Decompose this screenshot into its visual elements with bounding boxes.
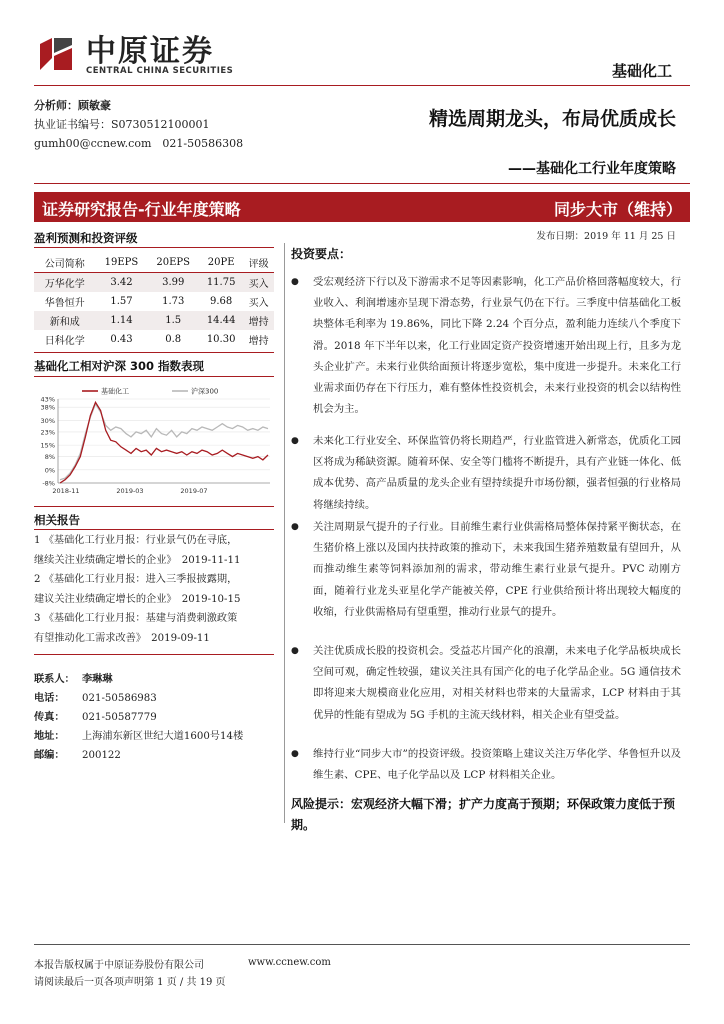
table-cell: 1.5	[147, 311, 199, 330]
contact-value: 李琳琳	[82, 674, 113, 685]
table-cell: 增持	[248, 335, 269, 347]
related-report-line[interactable]: 建议关注业绩确定增长的企业》 2019-10-15	[34, 593, 241, 605]
column-header: 19EPS	[96, 253, 148, 273]
related-reports	[34, 531, 280, 648]
contact-label: 传真：	[34, 712, 65, 723]
bullet-icon: ●	[291, 277, 299, 287]
table-bottom-divider	[34, 352, 274, 353]
table-cell: 1.14	[96, 311, 148, 330]
table-row	[34, 273, 274, 292]
bullet-icon: ●	[291, 749, 299, 759]
chart-divider	[34, 376, 274, 377]
table-row	[34, 330, 274, 349]
y-tick-label: 23%	[40, 428, 55, 437]
risk-warning: 风险提示：宏观经济大幅下滑；扩产力度高于预期；环保政策力度低于预期。	[291, 797, 676, 832]
table-cell: 9.68	[210, 295, 233, 307]
contact-phone	[34, 689, 243, 708]
rating-label: 同步大市（维持）	[553, 200, 682, 219]
series-line	[60, 402, 268, 483]
table-cell: 日科化学	[44, 335, 85, 347]
table-cell: 10.30	[206, 333, 236, 345]
key-point-item	[291, 744, 681, 786]
contact-zip	[34, 746, 243, 765]
column-header: 20EPS	[147, 253, 199, 273]
analyst-name: 分析师：顾敏豪	[34, 99, 111, 112]
table-cell: 万华化学	[34, 273, 96, 292]
column-divider	[284, 243, 285, 823]
key-point-item	[291, 641, 681, 726]
column-header: 20PE	[199, 253, 243, 273]
table-row	[34, 292, 274, 311]
chart-bottom-divider	[34, 506, 274, 507]
bullet-icon: ●	[291, 522, 299, 532]
y-tick-label: 8%	[44, 453, 55, 462]
table-cell: 11.75	[199, 273, 243, 292]
footer-text	[34, 957, 226, 991]
key-point-text: 维持行业“同步大市”的投资评级。投资策略上建议关注万华化学、华鲁恒升以及维生素、CPE、电子化学品以及 LCP 材料相关企业。	[313, 748, 681, 782]
logo-text: 中原证券	[86, 34, 214, 69]
contact-fax	[34, 708, 243, 727]
table-cell: 14.44	[199, 311, 243, 330]
related-report-line[interactable]: 2 《基础化工行业月报：进入三季报披露期，	[34, 574, 238, 585]
table-cell: 0.43	[110, 333, 133, 345]
y-tick-label: 38%	[40, 403, 55, 412]
table-row	[34, 311, 274, 330]
contact-person	[34, 670, 243, 689]
y-tick-label: 30%	[40, 416, 55, 425]
contact-info	[34, 670, 243, 765]
table-cell: 华鲁恒升	[44, 297, 85, 309]
x-tick-label: 2019-03	[116, 487, 144, 495]
key-point-text: 受宏观经济下行以及下游需求不足等因素影响，化工产品价格回落幅度较大，行业收入、利润增速亦呈现下滑态势，行业景气仍在下行。三季度中信基础化工板块整体毛利率为 19.86%，同比下降 2.24 个百分点，盈利能力连续八个季度下滑。2018 年下半年以来，化工行业固定资产投资增速开始出现上行，且多为龙头企业扩产。未来行业供给面预计将逐步宽松，集中度进一步提升。未来化工行业需求面仍存在下行压力，难有整体性投资机会，未来行业投资的机会以结构性机会为主。	[313, 276, 681, 416]
performance-chart	[34, 383, 274, 501]
y-tick-label: 43%	[40, 395, 55, 404]
related-report-line[interactable]: 继续关注业绩确定增长的企业》 2019-11-11	[34, 554, 241, 566]
related-report-line[interactable]: 1 《基础化工行业月报：行业景气仍在寻底，	[34, 535, 238, 546]
footer-url[interactable]: www.ccnew.com	[248, 957, 331, 968]
column-header: 公司简称	[34, 253, 96, 273]
key-points-heading: 投资要点：	[291, 247, 352, 261]
estimates-table	[34, 253, 274, 349]
company-logo-icon	[38, 36, 74, 72]
report-subtitle: ——基础化工行业年度策略	[508, 161, 676, 177]
key-point-text: 关注周期景气提升的子行业。目前维生素行业供需格局整体保持紧平衡状态，在生猪价格上涨以及国内扶持政策的推动下，未来我国生猪养殖数量有望回升，从而推动维生素等饲料添加剂的需求，带动维生素行业景气提升。PVC 动刚方面，随着行业龙头亚星化学产能被关停，CPE 行业供给预计将出现较大幅度的收缩，行业供需格局有望重塑，推动行业景气的提升。	[313, 521, 681, 618]
legend-label: 沪深300	[191, 387, 219, 396]
related-heading: 相关报告	[34, 513, 80, 527]
y-tick-label: -8%	[42, 479, 55, 488]
table-cell: 1.73	[162, 295, 185, 307]
contact-address	[34, 727, 243, 746]
table-cell: 0.8	[165, 333, 182, 345]
logo-english: CENTRAL CHINA SECURITIES	[86, 66, 234, 76]
key-point-item	[291, 517, 681, 623]
publish-date: 发布日期：2019 年 11 月 25 日	[536, 231, 676, 242]
analyst-info	[34, 96, 243, 153]
bullet-icon: ●	[291, 646, 299, 656]
related-report-line[interactable]: 3 《基础化工行业月报：基建与消费刺激政策	[34, 613, 238, 624]
header-divider	[34, 85, 690, 86]
chart-heading: 基础化工相对沪深 300 指数表现	[34, 359, 205, 373]
contact-label: 地址：	[34, 731, 65, 742]
contact-label: 联系人：	[34, 674, 75, 685]
key-point-text: 未来化工行业安全、环保监管仍将长期趋严，行业监管进入新常态，优质化工园区将成为稀缺资源。随着环保、安全等门槛将不断提升，具有产业链一体化、低成本优势、高产品质量的龙头企业有望持续提升市场份额，强者恒强的行业格局将继续持续。	[313, 435, 681, 511]
report-type: 证券研究报告-行业年度策略	[42, 200, 241, 219]
sector-label: 基础化工	[611, 62, 672, 80]
estimates-heading: 盈利预测和投资评级	[34, 231, 138, 245]
table-cell: 买入	[243, 273, 274, 292]
key-point-item	[291, 272, 681, 420]
report-title: 精选周期龙头，布局优质成长	[428, 108, 676, 130]
table-header-row	[34, 253, 274, 273]
y-tick-label: 0%	[44, 466, 55, 475]
table-cell: 买入	[248, 297, 269, 309]
contact-value: 021-50586983	[82, 693, 157, 704]
table-cell: 1.57	[110, 295, 133, 307]
footer-page-info: 请阅读最后一页各项声明第 1 页 / 共 19 页	[34, 977, 226, 988]
analyst-cert: 执业证书编号：S0730512100001	[34, 118, 210, 131]
footer-divider	[34, 944, 690, 945]
analyst-contact: gumh00@ccnew.com 021-50586308	[34, 137, 244, 150]
contact-label: 电话：	[34, 693, 65, 704]
contact-value: 200122	[82, 750, 121, 761]
table-cell: 3.42	[96, 273, 148, 292]
column-header: 评级	[243, 253, 274, 273]
contact-value: 021-50587779	[82, 712, 157, 723]
related-bottom-divider	[34, 654, 274, 655]
related-divider	[34, 529, 274, 530]
legend-label: 基础化工	[101, 387, 129, 396]
x-tick-label: 2018-11	[52, 487, 80, 495]
report-banner	[34, 192, 690, 222]
series-line	[60, 404, 268, 480]
table-cell: 3.99	[147, 273, 199, 292]
related-report-line[interactable]: 有望推动化工需求改善》 2019-09-11	[34, 632, 210, 644]
y-tick-label: 15%	[40, 441, 55, 450]
title-divider	[34, 183, 690, 184]
contact-label: 邮编：	[34, 750, 65, 761]
bullet-icon: ●	[291, 436, 299, 446]
x-tick-label: 2019-07	[180, 487, 208, 495]
key-point-item	[291, 431, 681, 516]
table-cell: 新和成	[34, 311, 96, 330]
estimates-divider	[34, 247, 274, 248]
key-point-text: 关注优质成长股的投资机会。受益芯片国产化的浪潮，未来电子化学品板块成长空间可观，确定性较强，建议关注具有国产化的电子化学品企业。5G 通信技术即将迎来大规模商业化应用，对相关材料也带来的大量需求，LCP 材料由于其优异的性能有望成为 5G 手机的主流天线材料，相关企业有望受益。	[313, 645, 681, 721]
table-cell: 增持	[243, 311, 274, 330]
contact-value: 上海浦东新区世纪大道1600号14楼	[82, 731, 244, 742]
footer-copyright: 本报告版权属于中原证券股份有限公司	[34, 960, 204, 971]
